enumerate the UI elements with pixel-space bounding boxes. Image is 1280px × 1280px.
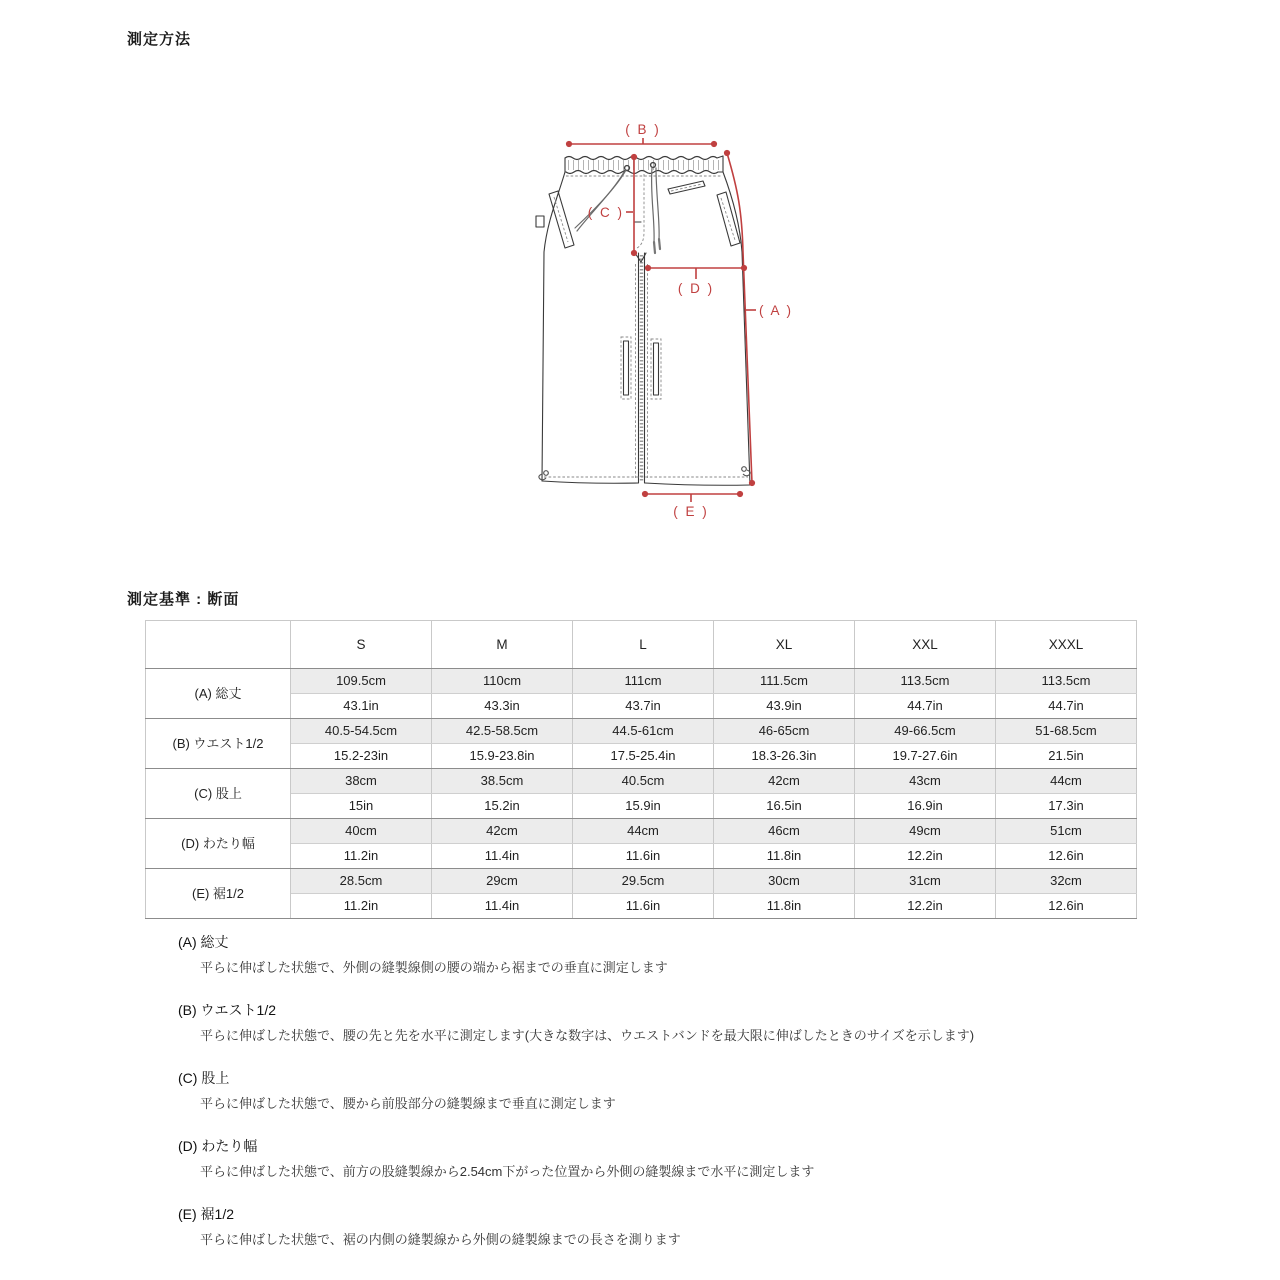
cell-cm: 28.5cm [291, 869, 432, 894]
measure-label-d: ( D ) [677, 281, 715, 296]
measure-label-c: ( C ) [587, 205, 624, 220]
corner-cell [146, 621, 291, 669]
table-row-cm [146, 719, 1137, 744]
cell-in: 43.3in [432, 694, 573, 719]
row-label: (B) ウエスト1/2 [146, 719, 291, 769]
cell-cm: 40.5-54.5cm [291, 719, 432, 744]
cell-in: 17.5-25.4in [573, 744, 714, 769]
measure-b [566, 122, 717, 147]
definition-term: (B) ウエスト1/2 [178, 1002, 277, 1018]
cell-cm: 49cm [855, 819, 996, 844]
left-edge-tab [536, 216, 544, 227]
size-col-header: S [291, 621, 432, 669]
cell-in: 21.5in [996, 744, 1137, 769]
size-col-header: XXXL [996, 621, 1137, 669]
definition-desc: 平らに伸ばした状態で、腰から前股部分の縫製線まで垂直に測定します [200, 1096, 616, 1111]
cell-in: 16.5in [714, 794, 855, 819]
cell-cm: 44cm [573, 819, 714, 844]
cell-in: 11.6in [573, 844, 714, 869]
waistband [565, 156, 723, 176]
cell-in: 44.7in [996, 694, 1137, 719]
cord-aglets [654, 239, 660, 253]
cell-cm: 51cm [996, 819, 1137, 844]
table-row-in [146, 694, 1137, 719]
cell-in: 11.4in [432, 844, 573, 869]
cell-cm: 42.5-58.5cm [432, 719, 573, 744]
left-side-pocket [549, 191, 574, 248]
size-col-header: XL [714, 621, 855, 669]
cell-in: 11.8in [714, 844, 855, 869]
definition-desc: 平らに伸ばした状態で、外側の縫製線側の腰の端から裾までの垂直に測定します [200, 960, 668, 975]
cell-in: 18.3-26.3in [714, 744, 855, 769]
cell-cm: 31cm [855, 869, 996, 894]
cell-cm: 46-65cm [714, 719, 855, 744]
table-section-title: 測定基準 : 断面 [127, 591, 240, 608]
definition-term: (D) わたり幅 [178, 1138, 258, 1154]
table-row-cm [146, 869, 1137, 894]
cell-cm: 109.5cm [291, 669, 432, 694]
cell-cm: 113.5cm [855, 669, 996, 694]
cell-in: 11.8in [714, 894, 855, 919]
cell-in: 15.2-23in [291, 744, 432, 769]
cell-cm: 38.5cm [432, 769, 573, 794]
cell-cm: 111.5cm [714, 669, 855, 694]
measure-d [645, 265, 747, 296]
measurement-diagram [520, 112, 810, 522]
table-row-in [146, 744, 1137, 769]
row-label: (C) 股上 [146, 769, 291, 819]
pants-body [542, 172, 750, 485]
fly-stitching [634, 174, 644, 248]
hem-toggle-right [742, 467, 750, 476]
definition-item [178, 1205, 1138, 1249]
cell-cm: 51-68.5cm [996, 719, 1137, 744]
cell-cm: 113.5cm [996, 669, 1137, 694]
cell-cm: 44.5-61cm [573, 719, 714, 744]
cell-in: 19.7-27.6in [855, 744, 996, 769]
cell-cm: 49-66.5cm [855, 719, 996, 744]
cell-cm: 38cm [291, 769, 432, 794]
definition-term: (A) 総丈 [178, 934, 229, 950]
cell-in: 43.1in [291, 694, 432, 719]
cell-in: 43.7in [573, 694, 714, 719]
cell-in: 15.9-23.8in [432, 744, 573, 769]
cell-cm: 30cm [714, 869, 855, 894]
table-row-cm [146, 819, 1137, 844]
pants-diagram [520, 112, 810, 522]
size-col-header: XXL [855, 621, 996, 669]
cell-cm: 29cm [432, 869, 573, 894]
hem-toggle-left [539, 471, 548, 480]
size-table [145, 620, 1137, 919]
cell-in: 43.9in [714, 694, 855, 719]
table-row-cm [146, 769, 1137, 794]
cell-in: 12.2in [855, 844, 996, 869]
cell-cm: 40cm [291, 819, 432, 844]
cell-cm: 40.5cm [573, 769, 714, 794]
cell-in: 11.2in [291, 894, 432, 919]
cell-cm: 46cm [714, 819, 855, 844]
cell-in: 15.9in [573, 794, 714, 819]
right-welt-pocket [668, 181, 705, 194]
cell-cm: 42cm [432, 819, 573, 844]
cell-cm: 42cm [714, 769, 855, 794]
size-header-row [146, 621, 1137, 669]
cell-cm: 29.5cm [573, 869, 714, 894]
definition-desc: 平らに伸ばした状態で、裾の内側の縫製線から外側の縫製線までの長さを測ります [200, 1232, 681, 1247]
row-label: (A) 総丈 [146, 669, 291, 719]
cell-in: 15.2in [432, 794, 573, 819]
row-label: (D) わたり幅 [146, 819, 291, 869]
table-row-in [146, 844, 1137, 869]
right-side-pocket [717, 192, 740, 246]
cell-in: 44.7in [855, 694, 996, 719]
cell-in: 12.6in [996, 844, 1137, 869]
table-row-cm [146, 669, 1137, 694]
measure-label-a: ( A ) [759, 303, 794, 318]
size-col-header: L [573, 621, 714, 669]
cell-cm: 32cm [996, 869, 1137, 894]
cell-in: 17.3in [996, 794, 1137, 819]
cell-in: 12.2in [855, 894, 996, 919]
table-row-in [146, 894, 1137, 919]
cell-in: 16.9in [855, 794, 996, 819]
size-col-header: M [432, 621, 573, 669]
definition-desc: 平らに伸ばした状態で、前方の股縫製線から2.54cm下がった位置から外側の縫製線まで水平に測定します [200, 1164, 815, 1179]
page-title: 測定方法 [127, 31, 192, 48]
definition-item [178, 933, 1138, 977]
cell-cm: 44cm [996, 769, 1137, 794]
measure-e [642, 491, 743, 519]
definition-term: (C) 股上 [178, 1070, 230, 1086]
cell-cm: 43cm [855, 769, 996, 794]
table-row-in [146, 794, 1137, 819]
cell-in: 11.6in [573, 894, 714, 919]
measurement-definitions [178, 933, 1138, 1273]
cell-in: 15in [291, 794, 432, 819]
cell-in: 11.2in [291, 844, 432, 869]
row-label: (E) 裾1/2 [146, 869, 291, 919]
definition-desc: 平らに伸ばした状態で、腰の先と先を水平に測定します(大きな数字は、ウエストバンドを最大限に伸ばしたときのサイズを示します) [200, 1028, 975, 1043]
measure-a [724, 150, 793, 486]
definition-item [178, 1137, 1138, 1181]
cell-in: 12.6in [996, 894, 1137, 919]
cell-cm: 110cm [432, 669, 573, 694]
measure-label-e: ( E ) [673, 504, 709, 519]
measure-label-b: ( B ) [625, 122, 661, 137]
definition-item [178, 1001, 1138, 1045]
cell-in: 11.4in [432, 894, 573, 919]
cell-cm: 111cm [573, 669, 714, 694]
definition-item [178, 1069, 1138, 1113]
definition-term: (E) 裾1/2 [178, 1206, 235, 1222]
